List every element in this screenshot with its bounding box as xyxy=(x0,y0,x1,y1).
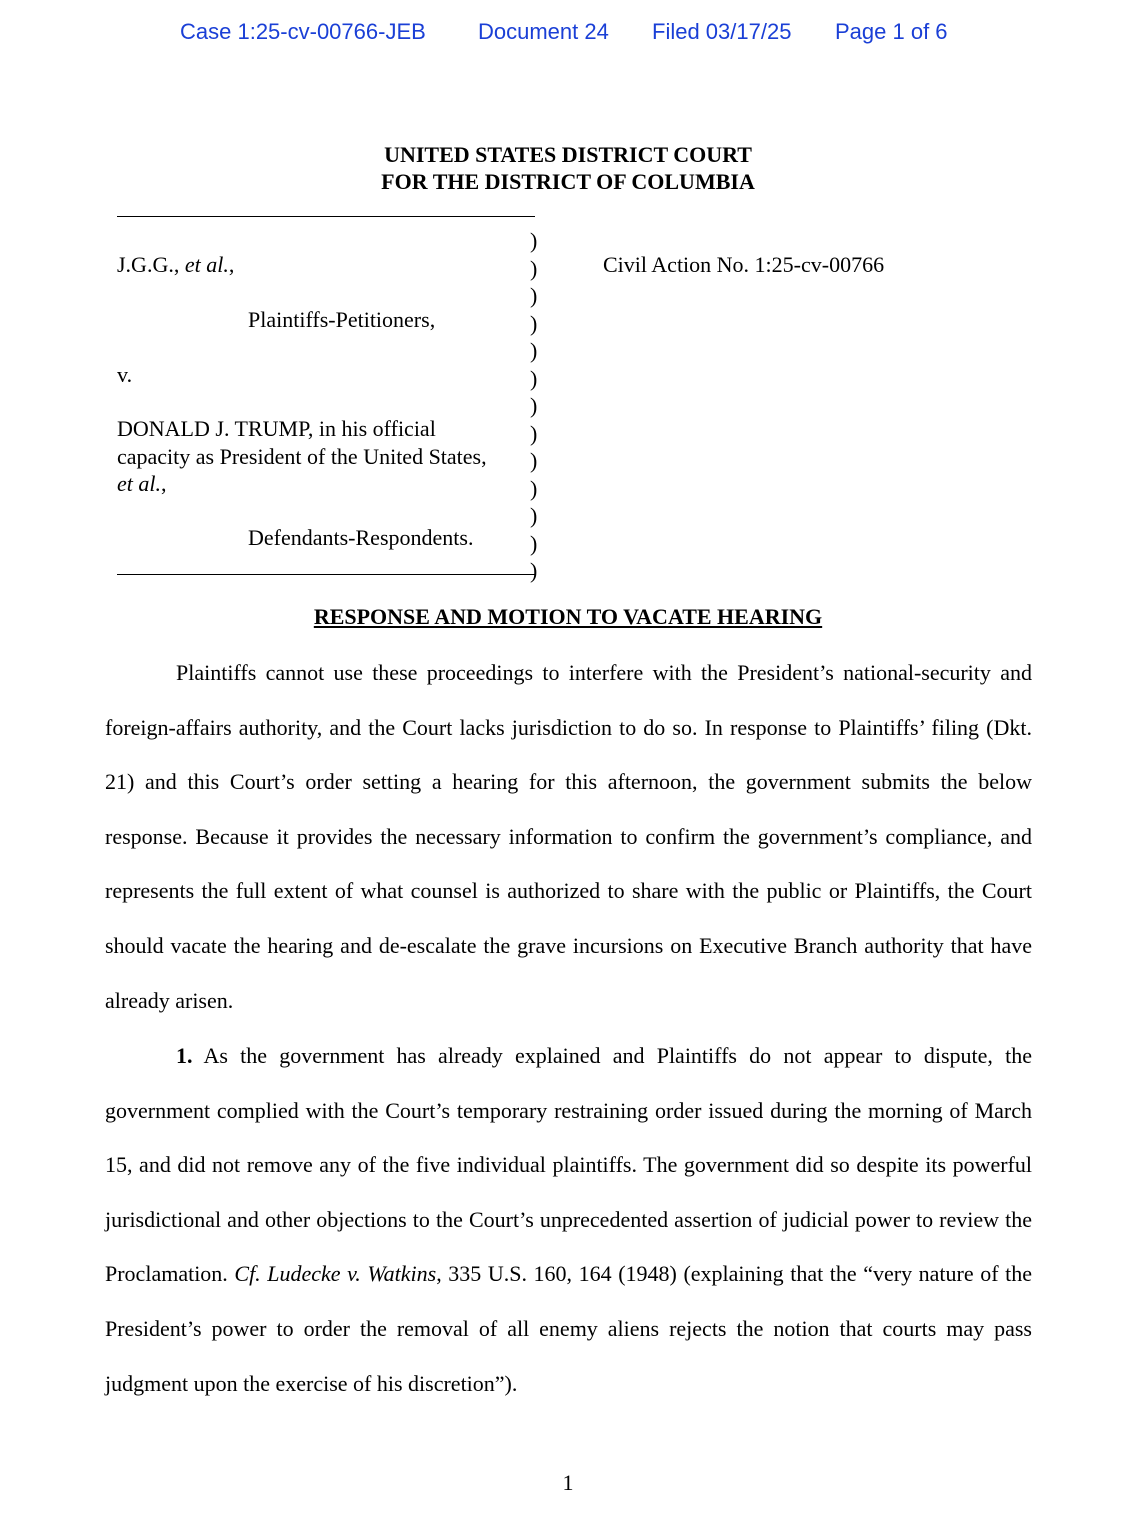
caption-parentheses xyxy=(530,227,537,585)
caption-paren: ) xyxy=(530,530,538,556)
defendant-line-2: capacity as President of the United States, xyxy=(117,444,487,469)
case-number: Case 1:25-cv-00766-JEB xyxy=(180,19,426,44)
caption-paren: ) xyxy=(530,283,538,308)
paragraph-1-text-a: As the government has already explained and Plaintiffs do not appear to dispute, the government complied with the Court’s temporary restraining order issued during the morning of March 15, and did not remove any of the five individual plaintiffs. The government did so despite its powerful jurisdictional and other objections to the Court’s unprecedented assertion of judicial power to review the Proclamation. xyxy=(105,1043,1032,1287)
defendant-line-1: DONALD J. TRUMP, in his official xyxy=(117,416,436,441)
court-name: UNITED STATES DISTRICT COURT xyxy=(384,142,752,167)
filed-date: Filed 03/17/25 xyxy=(652,19,792,44)
caption-top-rule xyxy=(117,216,535,217)
defendant-role: Defendants-Respondents. xyxy=(248,525,474,550)
defendant-et-al-text: et al. xyxy=(117,471,161,496)
intro-paragraph: Plaintiffs cannot use these proceedings to interfere with the President’s national-security and foreign-affairs authority, and the Court lacks jurisdiction to do so. In response to Plaintiffs’ filing (Dkt. 21) and this Court’s order setting a hearing for this afternoon, the government submits the below response. Because it provides the necessary information to confirm the government’s compliance, and represents the full extent of what counsel is authorized to share with the public or Plaintiffs, the Court should vacate the hearing and de-escalate the grave incursions on Executive Branch authority that have already arisen. xyxy=(105,660,1032,1013)
caption-paren: ) xyxy=(530,475,538,501)
court-district: FOR THE DISTRICT OF COLUMBIA xyxy=(381,169,755,194)
caption-paren: ) xyxy=(530,338,538,363)
ecf-header xyxy=(0,19,1124,49)
caption-paren: ) xyxy=(530,393,538,418)
document-title: RESPONSE AND MOTION TO VACATE HEARING xyxy=(313,604,823,629)
caption-paren: ) xyxy=(530,310,538,336)
page-number: 1 xyxy=(562,1470,574,1495)
page-count: Page 1 of 6 xyxy=(835,19,948,44)
plaintiff-et-al: et al. xyxy=(184,252,229,277)
paragraph-number: 1. xyxy=(176,1043,193,1068)
caption-paren: ) xyxy=(530,255,538,281)
defendant-comma: , xyxy=(161,471,167,496)
case-citation: Cf. Ludecke v. Watkins xyxy=(234,1261,437,1287)
caption-paren: ) xyxy=(530,558,538,583)
caption-paren: ) xyxy=(530,448,538,473)
caption-paren: ) xyxy=(530,503,538,528)
plaintiff-name-text: J.G.G., xyxy=(117,252,185,277)
plaintiff-comma: , xyxy=(228,252,235,277)
caption-paren: ) xyxy=(530,420,538,446)
civil-action-number: Civil Action No. 1:25-cv-00766 xyxy=(603,252,885,277)
plaintiff-role: Plaintiffs-Petitioners, xyxy=(248,307,436,332)
paragraph-1-text-b: , 335 U.S. 160, 164 (1948) (explaining that the “very nature of the President’s power to order the removal of all enemy aliens rejects the notion that courts may pass judgment upon the exercise of his discretion”). xyxy=(105,1261,1032,1396)
document-number: Document 24 xyxy=(478,19,609,44)
paragraph-1 xyxy=(105,1029,1032,1411)
plaintiff-name xyxy=(117,251,234,279)
caption-bottom-rule xyxy=(117,574,535,575)
caption-paren: ) xyxy=(530,228,538,253)
defendant-et-al xyxy=(117,470,167,498)
caption-paren: ) xyxy=(530,365,538,391)
versus: v. xyxy=(117,362,133,387)
